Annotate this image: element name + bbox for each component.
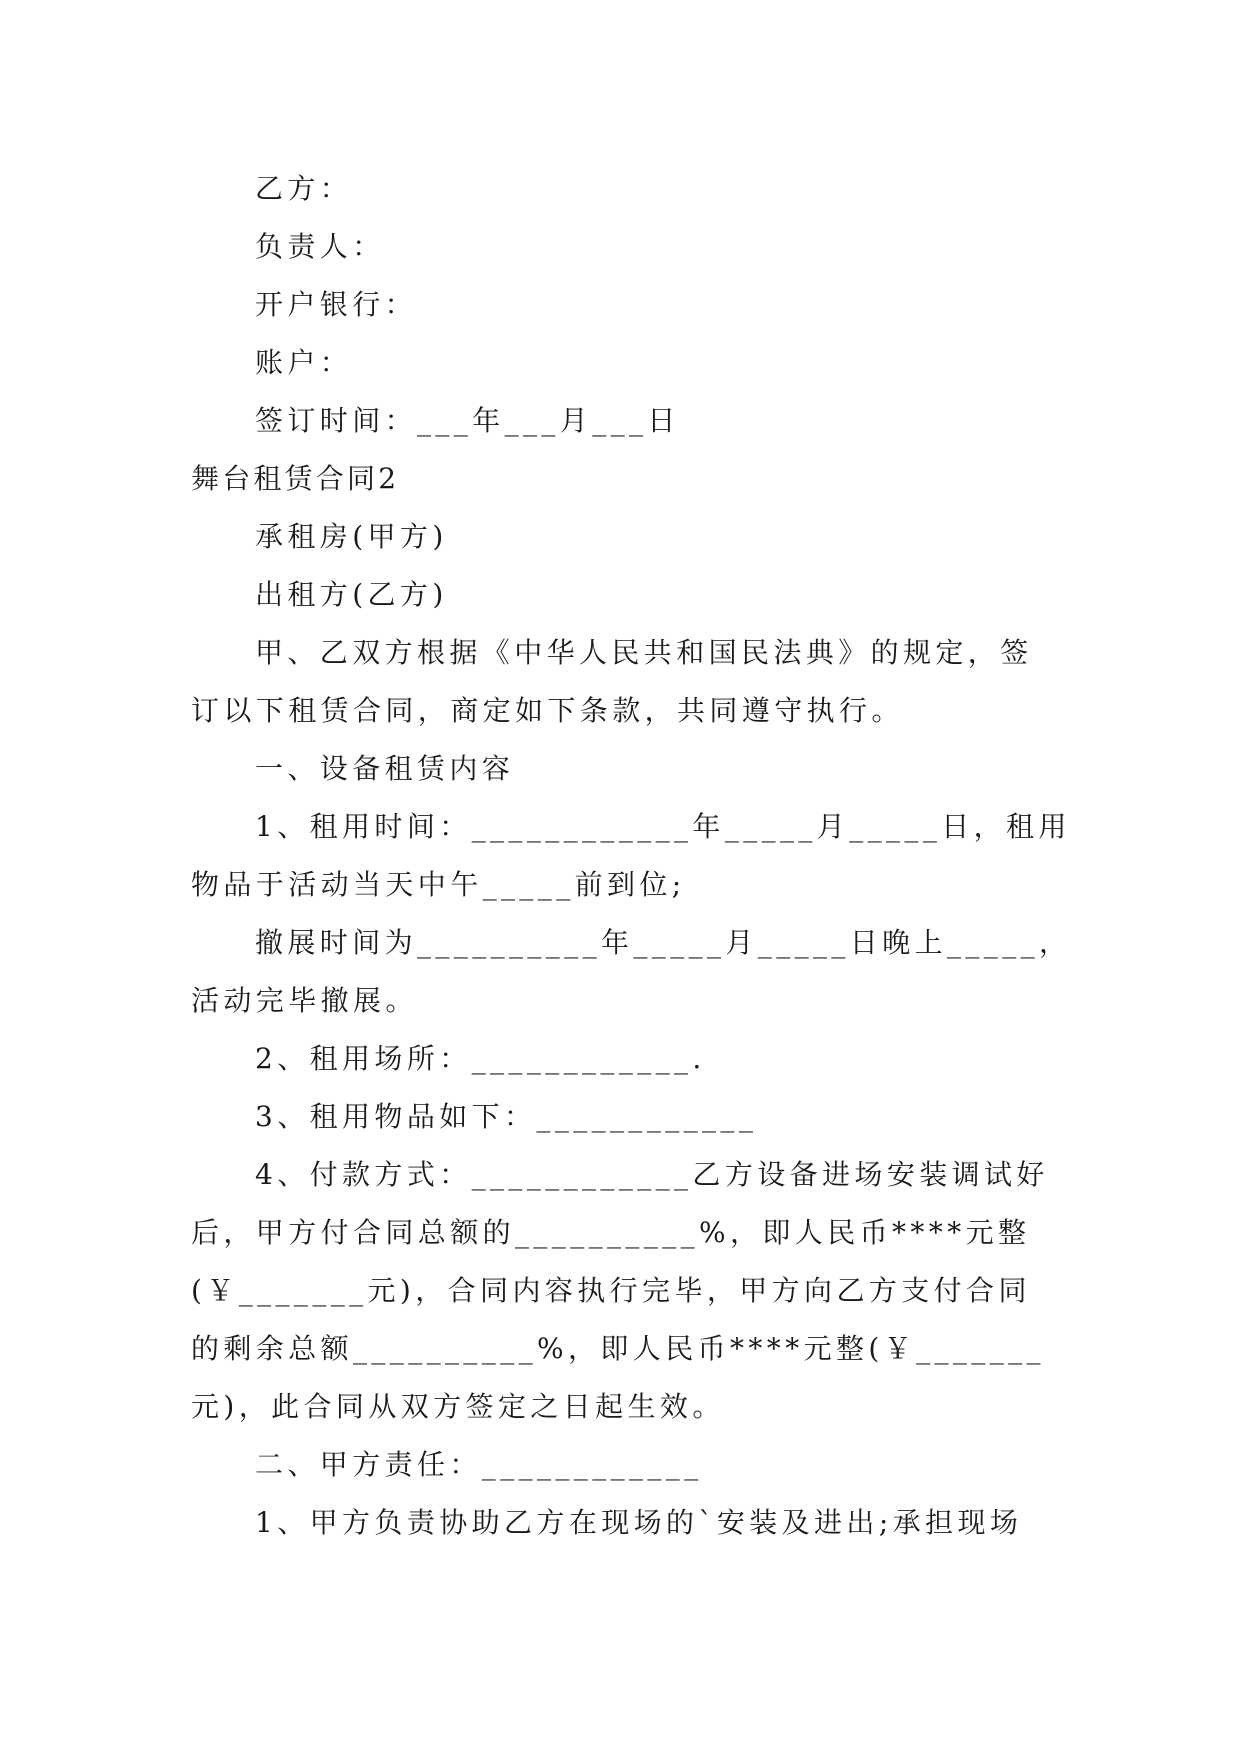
paragraph-line: 订以下租赁合同，商定如下条款，共同遵守执行。 <box>191 694 904 727</box>
paragraph-line: 1、租用时间：____________年_____月_____日，租用 <box>255 810 1071 843</box>
paragraph-line: 甲、乙双方根据《中华人民共和国民法典》的规定，签 <box>255 636 1033 669</box>
paragraph-line: (￥_______元)，合同内容执行完毕，甲方向乙方支付合同 <box>191 1274 1031 1307</box>
paragraph-line: 物品于活动当天中午_____前到位; <box>191 868 686 901</box>
paragraph-line: 元)，此合同从双方签定之日起生效。 <box>191 1390 725 1423</box>
responsible-person-label: 负责人： <box>255 230 385 263</box>
paragraph-line: 的剩余总额__________%，即人民币****元整(￥_______ <box>191 1332 1045 1365</box>
party-b-label: 乙方： <box>255 172 353 205</box>
paragraph-line: 1、甲方负责协助乙方在现场的`安装及进出;承担现场 <box>255 1506 1023 1539</box>
signing-date-line: 签订时间：___年___月___日 <box>255 404 680 437</box>
document-body <box>191 160 1072 1552</box>
paragraph-line: 3、租用物品如下：____________ <box>255 1100 758 1133</box>
contract-title: 舞台租赁合同2 <box>191 462 400 495</box>
lessor-line: 出租方(乙方) <box>255 578 448 611</box>
paragraph-line: 4、付款方式：____________乙方设备进场安装调试好 <box>255 1158 1049 1191</box>
paragraph-line: 撤展时间为__________年_____月_____日晚上_____， <box>255 926 1072 959</box>
section-heading: 二、甲方责任：____________ <box>255 1448 703 1481</box>
lessee-line: 承租房(甲方) <box>255 520 448 553</box>
paragraph-line: 后，甲方付合同总额的__________%，即人民币****元整 <box>191 1216 1031 1249</box>
bank-label: 开户银行： <box>255 288 418 321</box>
section-heading: 一、设备租赁内容 <box>255 752 515 785</box>
account-label: 账户： <box>255 346 353 379</box>
paragraph-line: 活动完毕撤展。 <box>191 984 418 1017</box>
paragraph-line: 2、租用场所：____________. <box>255 1042 706 1075</box>
